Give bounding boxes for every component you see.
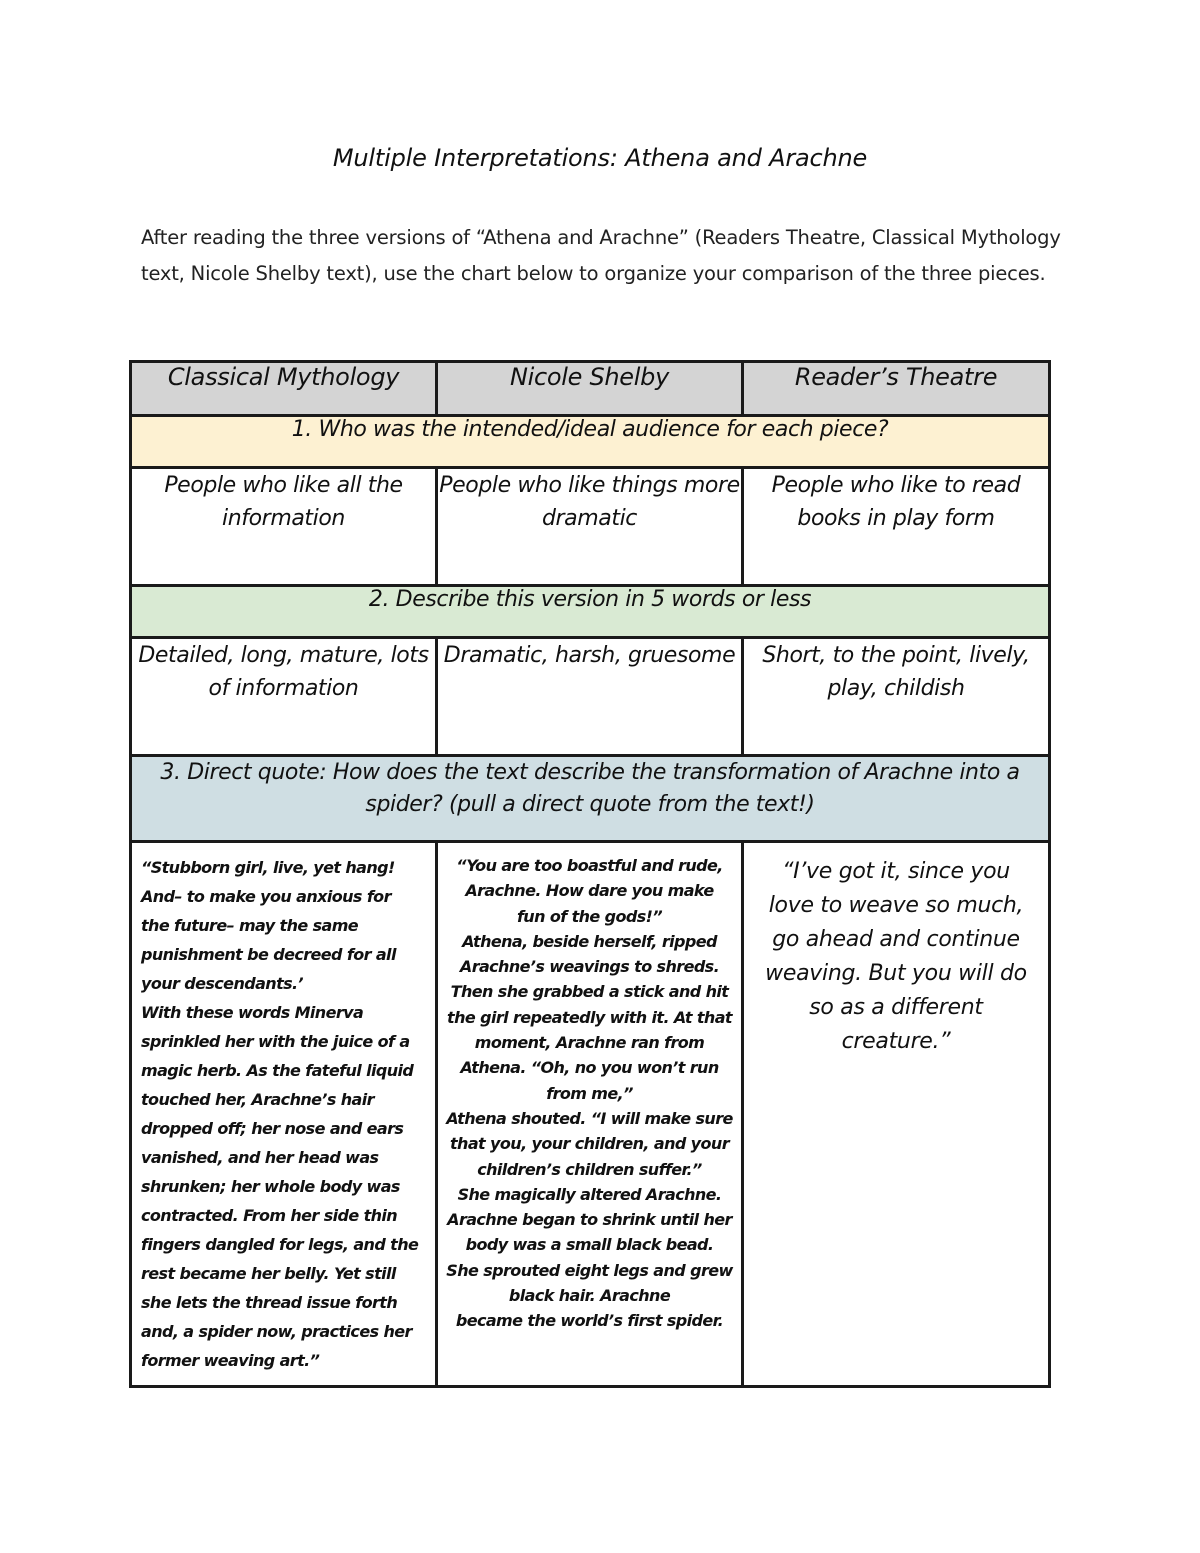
quote-line: punishment be decreed for all: [141, 945, 396, 964]
quote-line: shrunken; her whole body was: [141, 1177, 400, 1196]
quote-line: Athena shouted. “I will make sure: [446, 1108, 733, 1128]
answer-2-classical: Detailed, long, mature, lots of information: [131, 638, 437, 756]
quote-line: dropped off; her nose and ears: [141, 1119, 404, 1138]
quote-line: so as a different: [809, 995, 983, 1020]
quote-classical-mythology: [131, 842, 437, 1387]
page-title: Multiple Interpretations: Athena and Arachne: [332, 144, 868, 172]
quote-line: touched her, Arachne’s hair: [141, 1090, 374, 1109]
quote-line: creature.”: [841, 1029, 951, 1054]
quote-line: Arachne began to shrink until her: [447, 1210, 732, 1230]
quote-line: She sprouted eight legs and grew: [446, 1260, 733, 1280]
quote-line: magic herb. As the fateful liquid: [141, 1061, 414, 1080]
quote-line: fingers dangled for legs, and the: [141, 1235, 419, 1254]
answer-2-theatre: Short, to the point, lively, play, childish: [743, 638, 1050, 756]
quote-line: Athena, beside herself, ripped: [462, 931, 717, 951]
quote-line: rest became her belly. Yet still: [141, 1264, 396, 1283]
quote-line: she lets the thread issue forth: [141, 1293, 398, 1312]
quote-nicole-shelby: [437, 842, 743, 1387]
quote-line: your descendants.’: [141, 974, 303, 993]
answer-1-shelby: People who like things more dramatic: [437, 468, 743, 586]
answer-2-shelby: Dramatic, harsh, gruesome: [437, 638, 743, 756]
quote-line: “I’ve got it, since you: [782, 859, 1010, 884]
quote-line: vanished, and her head was: [141, 1148, 379, 1167]
quote-line: With these words Minerva: [141, 1003, 364, 1022]
question-row-2: [131, 586, 1050, 638]
quote-line: fun of the gods!”: [516, 906, 663, 926]
question-row-1: [131, 416, 1050, 468]
answer-1-theatre: People who like to read books in play form: [743, 468, 1050, 586]
quote-line: children’s children suffer.”: [477, 1159, 702, 1179]
quote-line: contracted. From her side thin: [141, 1206, 398, 1225]
quote-line: Then she grabbed a stick and hit: [450, 982, 729, 1002]
header-readers-theatre: Reader’s Theatre: [743, 362, 1050, 416]
quote-line: body was a small black bead.: [465, 1235, 714, 1255]
quote-line: that you, your children, and your: [450, 1134, 729, 1154]
quote-line: weaving. But you will do: [765, 961, 1027, 986]
header-nicole-shelby: Nicole Shelby: [437, 362, 743, 416]
quote-line: go ahead and continue: [772, 927, 1020, 952]
quote-line: from me,”: [546, 1083, 633, 1103]
question-row-3: [131, 756, 1050, 842]
quote-row: [131, 842, 1050, 1387]
answer-row-2: [131, 638, 1050, 756]
question-3-direct-quote: 3. Direct quote: How does the text describe the transformation of Arachne into a spider? (pull a direct quote from the text!): [131, 756, 1050, 842]
instructions-paragraph: After reading the three versions of “Athena and Arachne” (Readers Theatre, Classical Mythology text, Nicole Shelby text), use the chart below to organize your comparison of the three pieces.: [141, 226, 1061, 285]
quote-line: moment, Arachne ran from: [474, 1033, 705, 1053]
quote-line: sprinkled her with the juice of a: [141, 1032, 410, 1051]
quote-line: and, a spider now, practices her: [141, 1322, 412, 1341]
quote-line: became the world’s first spider.: [455, 1311, 724, 1331]
answer-row-1: [131, 468, 1050, 586]
quote-line: Arachne’s weavings to shreds.: [459, 957, 720, 977]
quote-line: former weaving art.”: [141, 1351, 320, 1370]
quote-line: black hair. Arachne: [508, 1286, 671, 1306]
quote-line: “You are too boastful and rude,: [456, 856, 723, 875]
header-row: [131, 362, 1050, 416]
question-2-describe: 2. Describe this version in 5 words or less: [131, 586, 1050, 638]
comparison-chart: [129, 360, 1051, 1388]
quote-line: love to weave so much,: [768, 893, 1024, 918]
quote-line: Arachne. How dare you make: [465, 881, 714, 901]
quote-line: the future– may the same: [141, 916, 359, 935]
quote-line: She magically altered Arachne.: [457, 1184, 722, 1204]
quote-line: Athena. “Oh, no you won’t run: [460, 1058, 719, 1078]
header-classical-mythology: Classical Mythology: [131, 362, 437, 416]
quote-line: And– to make you anxious for: [141, 887, 391, 906]
quote-line: the girl repeatedly with it. At that: [447, 1007, 732, 1027]
question-1-audience: 1. Who was the intended/ideal audience for each piece?: [131, 416, 1050, 468]
quote-readers-theatre: [743, 842, 1050, 1387]
answer-1-classical: People who like all the information: [131, 468, 437, 586]
quote-line: “Stubborn girl, live, yet hang!: [141, 858, 395, 877]
